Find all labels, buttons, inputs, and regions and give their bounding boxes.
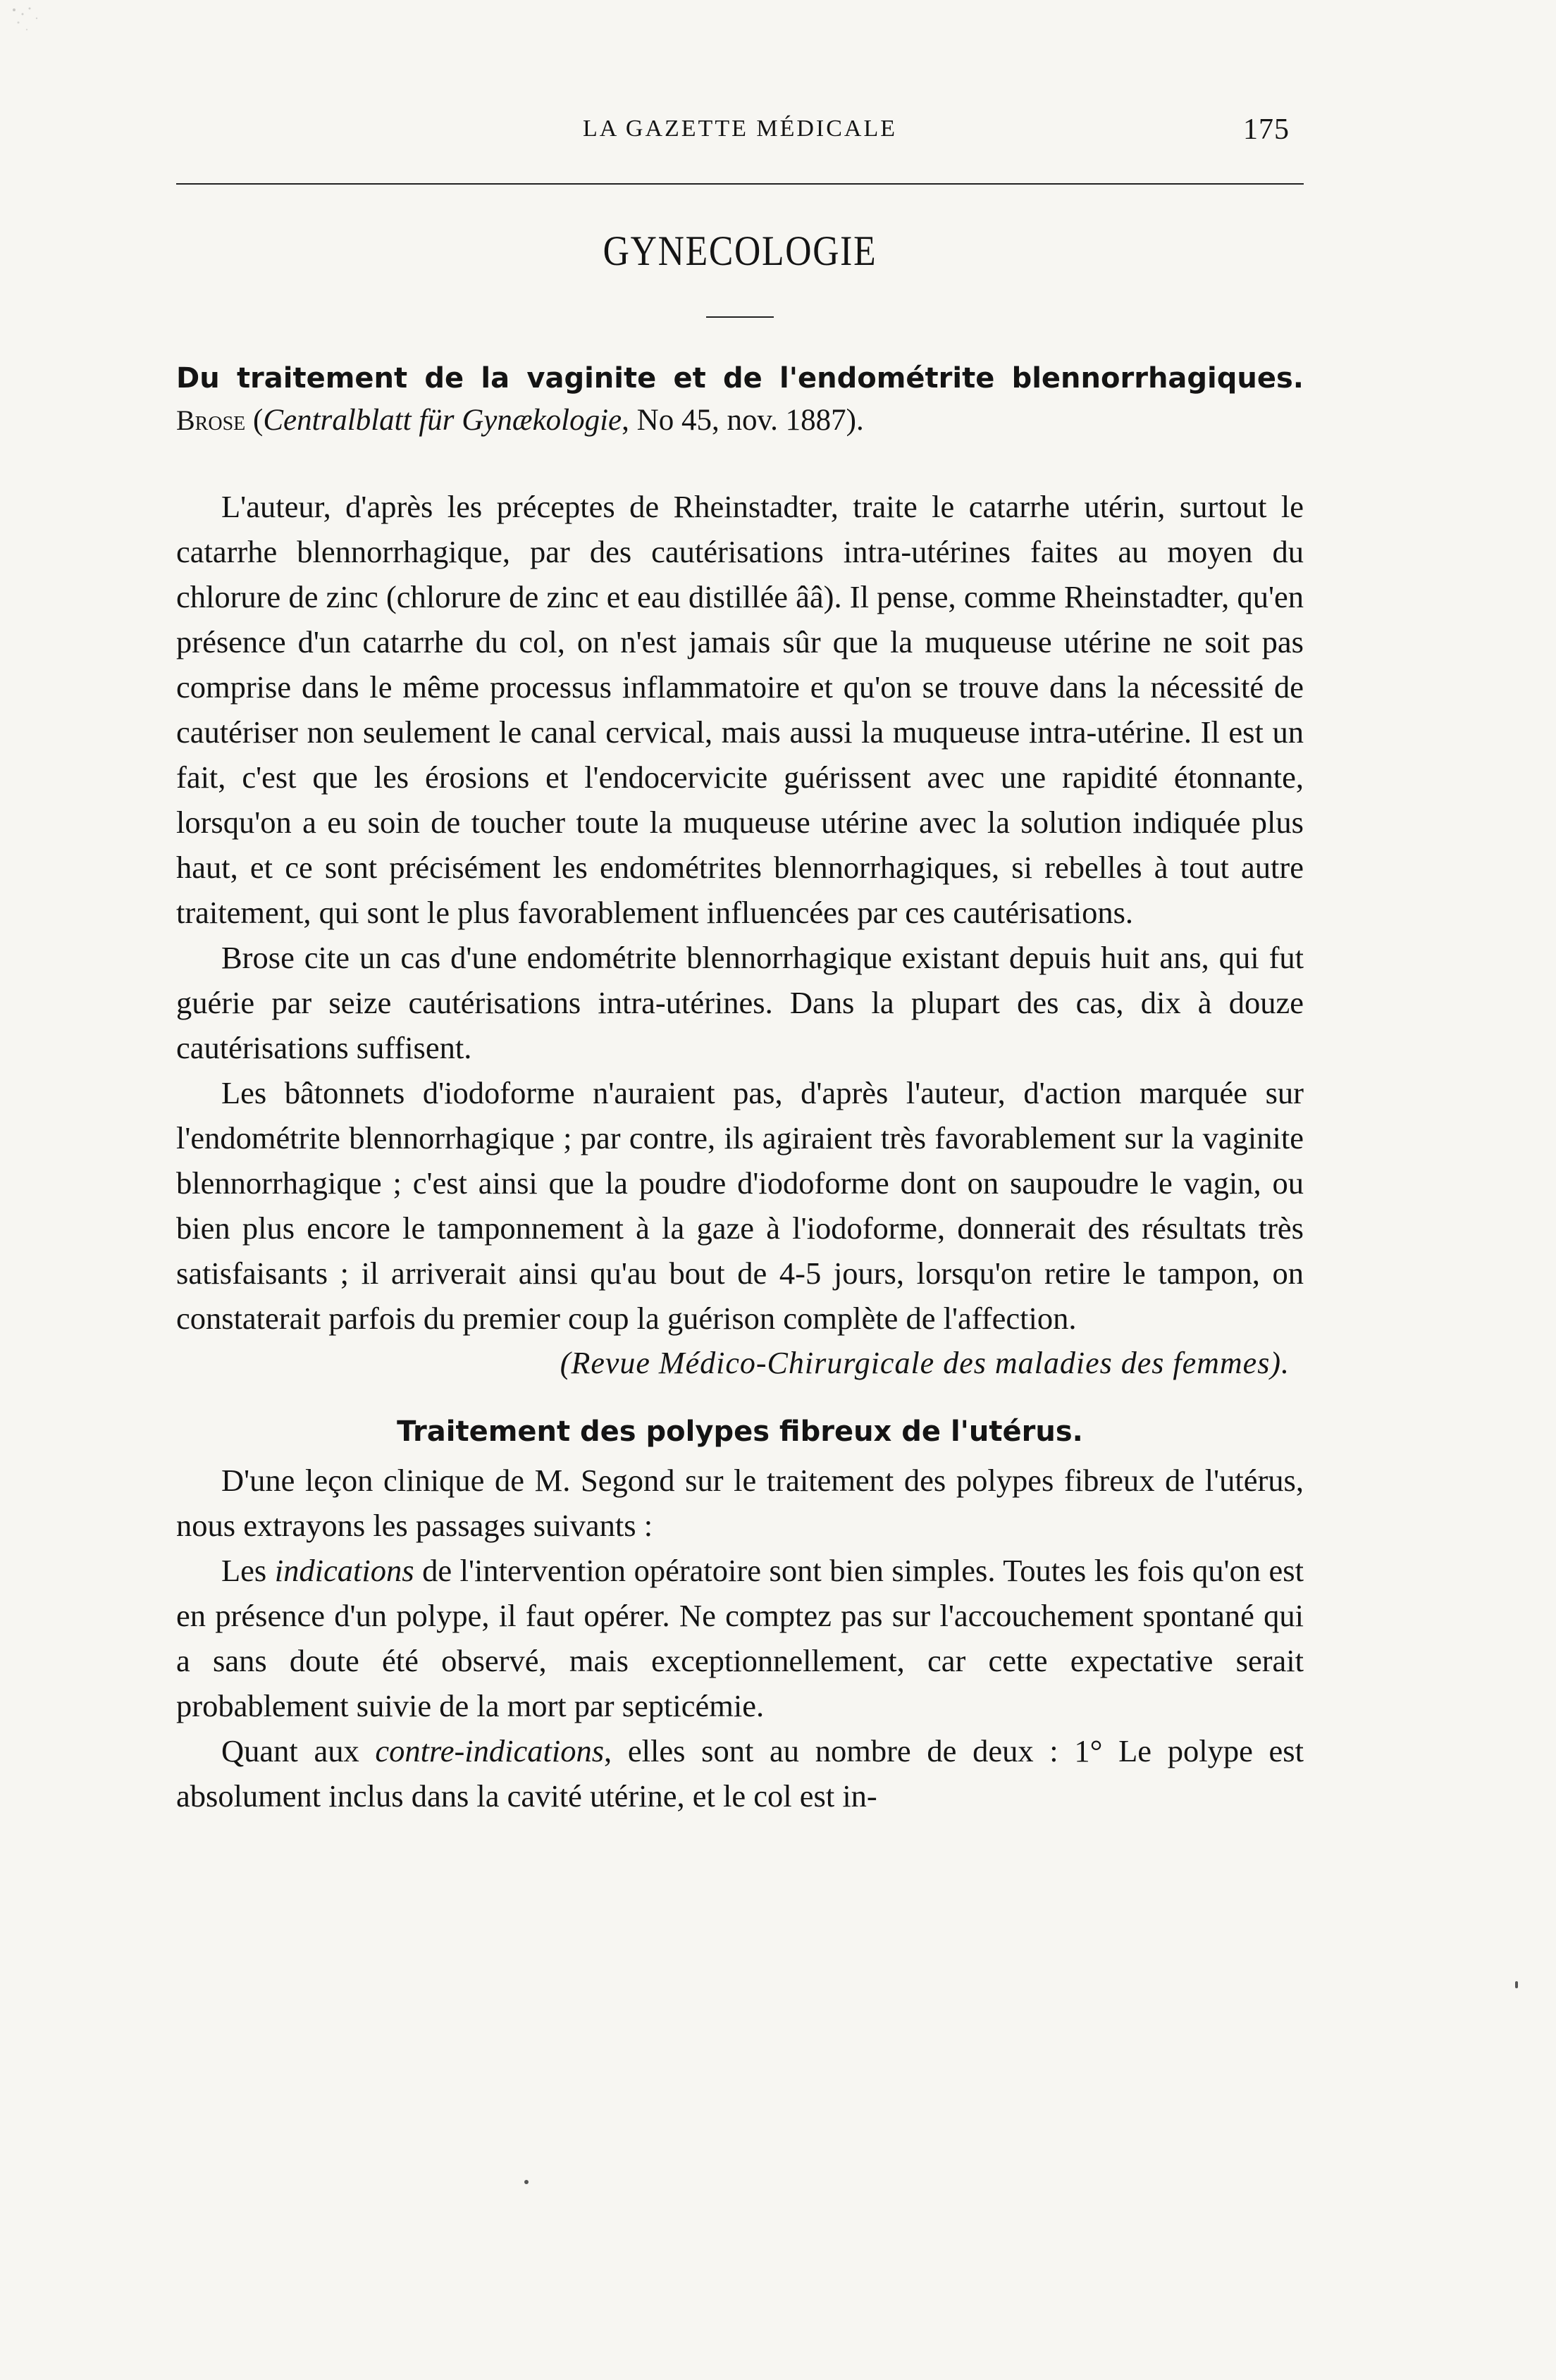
citation-open: ( (253, 404, 264, 437)
emphasis-term: indications (274, 1553, 414, 1588)
ink-mark (1515, 1981, 1518, 1988)
paragraph: D'une leçon clinique de M. Segond sur le traitement des polypes fibreux de l'utérus, nous extrayons les passages suivants : (176, 1463, 1304, 1543)
article-heading (176, 357, 1304, 442)
article-title-2: Traitement des polypes fibreux de l'utérus. (397, 1415, 1083, 1448)
article-body-2 (176, 1458, 1304, 1818)
section-divider (706, 316, 774, 318)
paragraph-rest: , elles sont au nombre de deux : 1° Le polype est absolument inclus dans la cavité utérine, et le col est in- (176, 1733, 1304, 1814)
paragraph: Les bâtonnets d'iodoforme n'auraient pas, d'après l'auteur, d'action marquée sur l'endométrite blennorrhagique ; par contre, ils agiraient très favorablement sur la vaginite blennorrhagique ; c'est ainsi que la poudre d'iodoforme dont on saupoudre le vagin, ou bien plus encore le tamponnement à la gaze à l'iodoforme, donnerait des résultats très satisfaisants ; il arriverait ainsi qu'au bout de 4-5 jours, lorsqu'on retire le tampon, on constaterait parfois du premier coup la guérison complète de l'affection. (176, 1075, 1304, 1336)
running-header (176, 113, 1304, 155)
paragraph: L'auteur, d'après les préceptes de Rheinstadter, traite le catarrhe utérin, surtout le catarrhe blennorrhagique, par des cautérisations intra-utérines faites au moyen du chlorure de zinc (chlorure de zinc et eau distillée ââ). Il pense, comme Rheinstadter, qu'en présence d'un catarrhe du col, on n'est jamais sûr que la muqueuse utérine ne soit pas comprise dans le même processus inflammatoire et qu'on se trouve dans la nécessité de cautériser non seulement le canal cervical, mais aussi la muqueuse intra-utérine. Il est un fait, c'est que les érosions et l'endocervicite guérissent avec une rapidité étonnante, lorsqu'on a eu soin de toucher toute la muqueuse utérine avec la solution indiquée plus haut, et ce sont précisément les endométrites blennorrhagiques, si rebelles à tout autre traitement, qui sont le plus favorablement influencées par ces cautérisations. (176, 489, 1304, 930)
paragraph (176, 1548, 1304, 1728)
paragraph-start: Quant aux (221, 1733, 376, 1768)
header-rule (176, 183, 1304, 185)
section-title: GYNECOLOGIE (603, 228, 877, 274)
citation-details: , No 45, nov. 1887). (622, 404, 864, 437)
page-number: 175 (1243, 113, 1290, 146)
paragraph: Brose cite un cas d'une endométrite blennorrhagique existant depuis huit ans, qui fut guérie par seize cautérisations intra-utérines. Dans la plupart des cas, dix à douze cautérisations suffisent. (176, 940, 1304, 1065)
paragraph-rest: de l'intervention opératoire sont bien simples. Toutes les fois qu'on est en présence d'un polype, il faut opérer. Ne comptez pas sur l'accouchement spontané qui a sans doute été observé, mais exceptionnellement, car cette expectative serait probablement suivie de la mort par septicémie. (176, 1553, 1304, 1723)
paragraph-start: Les (221, 1553, 275, 1588)
running-title: LA GAZETTE MÉDICALE (582, 116, 898, 142)
source-citation: (Revue Médico-Chirurgicale des maladies des femmes). (560, 1346, 1290, 1380)
paragraph (176, 1728, 1304, 1818)
ink-dot (524, 2180, 529, 2184)
article-body (176, 484, 1304, 1341)
page-content (176, 113, 1304, 1818)
paper-speck-mark (8, 6, 51, 39)
emphasis-term: contre-indications (375, 1733, 605, 1768)
article-title: Du traitement de la vaginite et de l'endométrite blennorrhagiques. (176, 362, 1304, 395)
article-author: Brose (176, 404, 246, 436)
citation-journal: Centralblatt für Gynækologie (263, 404, 622, 437)
